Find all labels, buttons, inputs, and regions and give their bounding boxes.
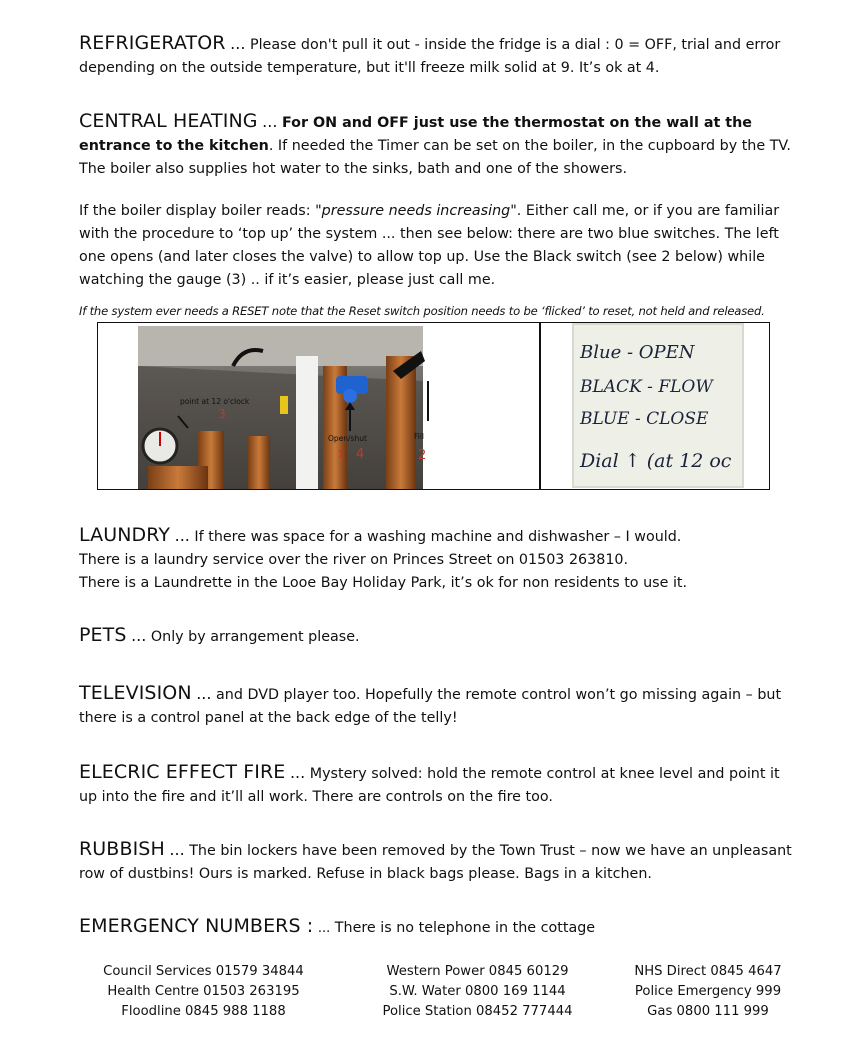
label-open-shut: Open/shut	[328, 434, 367, 443]
section-text: Please don't pull it out - inside the fridge is a dial : 0 = OFF, trial and error depending on the outside temperature, but it'll freeze milk solid at 9. It’s ok at 4.	[79, 37, 781, 76]
note-line-3: BLUE - CLOSE	[580, 409, 709, 429]
emergency-contacts	[79, 962, 799, 1022]
para-start: If the boiler display boiler reads: "	[79, 203, 322, 219]
contact-entry: NHS Direct 0845 4647	[634, 964, 782, 979]
section-text: Only by arrangement please.	[150, 629, 360, 645]
contact-entry: Gas 0800 111 999	[647, 1004, 769, 1019]
section-text: . If needed the Timer can be set on the boiler, in the cupboard by the TV. The boiler also supplies hot water to the sinks, bath and one of the showers.	[79, 138, 791, 177]
section-text: The bin lockers have been removed by the Town Trust – now we have an unpleasant row of dustbins! Ours is marked. Refuse in black bags please. Bags in a kitchen.	[79, 843, 792, 882]
section-television	[79, 682, 794, 730]
heading-dots: ...	[131, 626, 147, 645]
heading-dots: ...	[174, 526, 190, 545]
contact-entry: Police Emergency 999	[634, 984, 782, 999]
heading-dots: ...	[317, 921, 331, 936]
para-italic: pressure needs increasing	[321, 203, 511, 219]
label-2: 2	[418, 448, 427, 463]
contact-entry: Floodline 0845 988 1188	[121, 1004, 286, 1019]
section-heading: LAUNDRY	[79, 524, 171, 546]
section-heading: TELEVISION	[79, 682, 192, 704]
para-rest: ". Either call me, or if you are familiar with the procedure to ‘top up’ the system ... then see below: there are two blue switches. The left one opens (and later closes the valve) to allow top up. Use the Black switch (see 2 below) while watching the gauge (3) .. if it’s easier, please just call me.	[79, 203, 780, 288]
section-central-heating	[79, 110, 794, 292]
boiler-photo-frame	[97, 322, 770, 490]
section-text: Mystery solved: hold the remote control at knee level and point it up into the fire and it’ll all work. There are controls on the fire too.	[79, 766, 780, 805]
section-laundry	[79, 524, 794, 595]
heading-dots: ...	[169, 840, 185, 859]
contact-entry: Western Power 0845 60129	[386, 964, 569, 979]
boiler-photo	[138, 326, 427, 489]
section-heading: RUBBISH	[79, 838, 165, 860]
section-text: There is no telephone in the cottage	[334, 920, 596, 936]
note-line-4: Dial ↑ (at 12 oc	[580, 450, 732, 472]
reset-note: If the system ever needs a RESET note that the Reset switch position needs to be ‘flicked’ to reset, not held and released.	[79, 304, 765, 318]
heading-dots: ...	[196, 684, 212, 703]
section-pets	[79, 624, 794, 649]
heading-dots: ...	[230, 34, 246, 53]
contact-entry: Council Services 01579 34844	[103, 964, 304, 979]
section-bold-text: For ON and OFF just use the thermostat on the wall at the entrance to the kitchen	[79, 115, 752, 154]
contacts-column-3	[623, 962, 793, 1022]
section-rubbish	[79, 838, 794, 886]
section-heading: EMERGENCY NUMBERS :	[79, 915, 314, 937]
label-4: 4	[356, 447, 365, 462]
contact-entry: Police Station 08452 777444	[382, 1004, 573, 1019]
section-refrigerator	[79, 32, 794, 80]
contact-entry: S.W. Water 0800 169 1144	[389, 984, 566, 999]
label-1: 1	[337, 448, 344, 461]
section-text: There is a laundry service over the river on Princes Street on 01503 263810.	[79, 552, 629, 568]
heading-dots: ...	[262, 112, 278, 131]
label-fill: Fill	[414, 432, 425, 441]
note-line-2: BLACK - FLOW	[580, 377, 713, 397]
label-3: 3	[218, 407, 226, 421]
contacts-column-1	[101, 962, 306, 1022]
section-fire	[79, 761, 794, 809]
section-heading: ELECRIC EFFECT FIRE	[79, 761, 286, 783]
contact-entry: Health Centre 01503 263195	[107, 984, 300, 999]
boiler-pressure-paragraph	[79, 200, 794, 292]
note-line-1: Blue - OPEN	[580, 342, 695, 363]
section-text: and DVD player too. Hopefully the remote control won’t go missing again – but there is a control panel at the back edge of the telly!	[79, 687, 782, 726]
label-point: point at 12 o'clock	[180, 397, 250, 406]
section-emergency	[79, 915, 794, 940]
heading-dots: ...	[289, 763, 306, 782]
section-heading: PETS	[79, 624, 127, 646]
section-heading: CENTRAL HEATING	[79, 110, 258, 132]
frame-divider	[539, 323, 541, 489]
section-heading: REFRIGERATOR	[79, 32, 226, 54]
section-text: If there was space for a washing machine and dishwasher – I would.	[194, 529, 682, 545]
handwritten-note-photo	[573, 324, 743, 487]
section-text: There is a Laundrette in the Looe Bay Holiday Park, it’s ok for non residents to use it.	[79, 575, 688, 591]
contacts-column-2	[375, 962, 580, 1022]
